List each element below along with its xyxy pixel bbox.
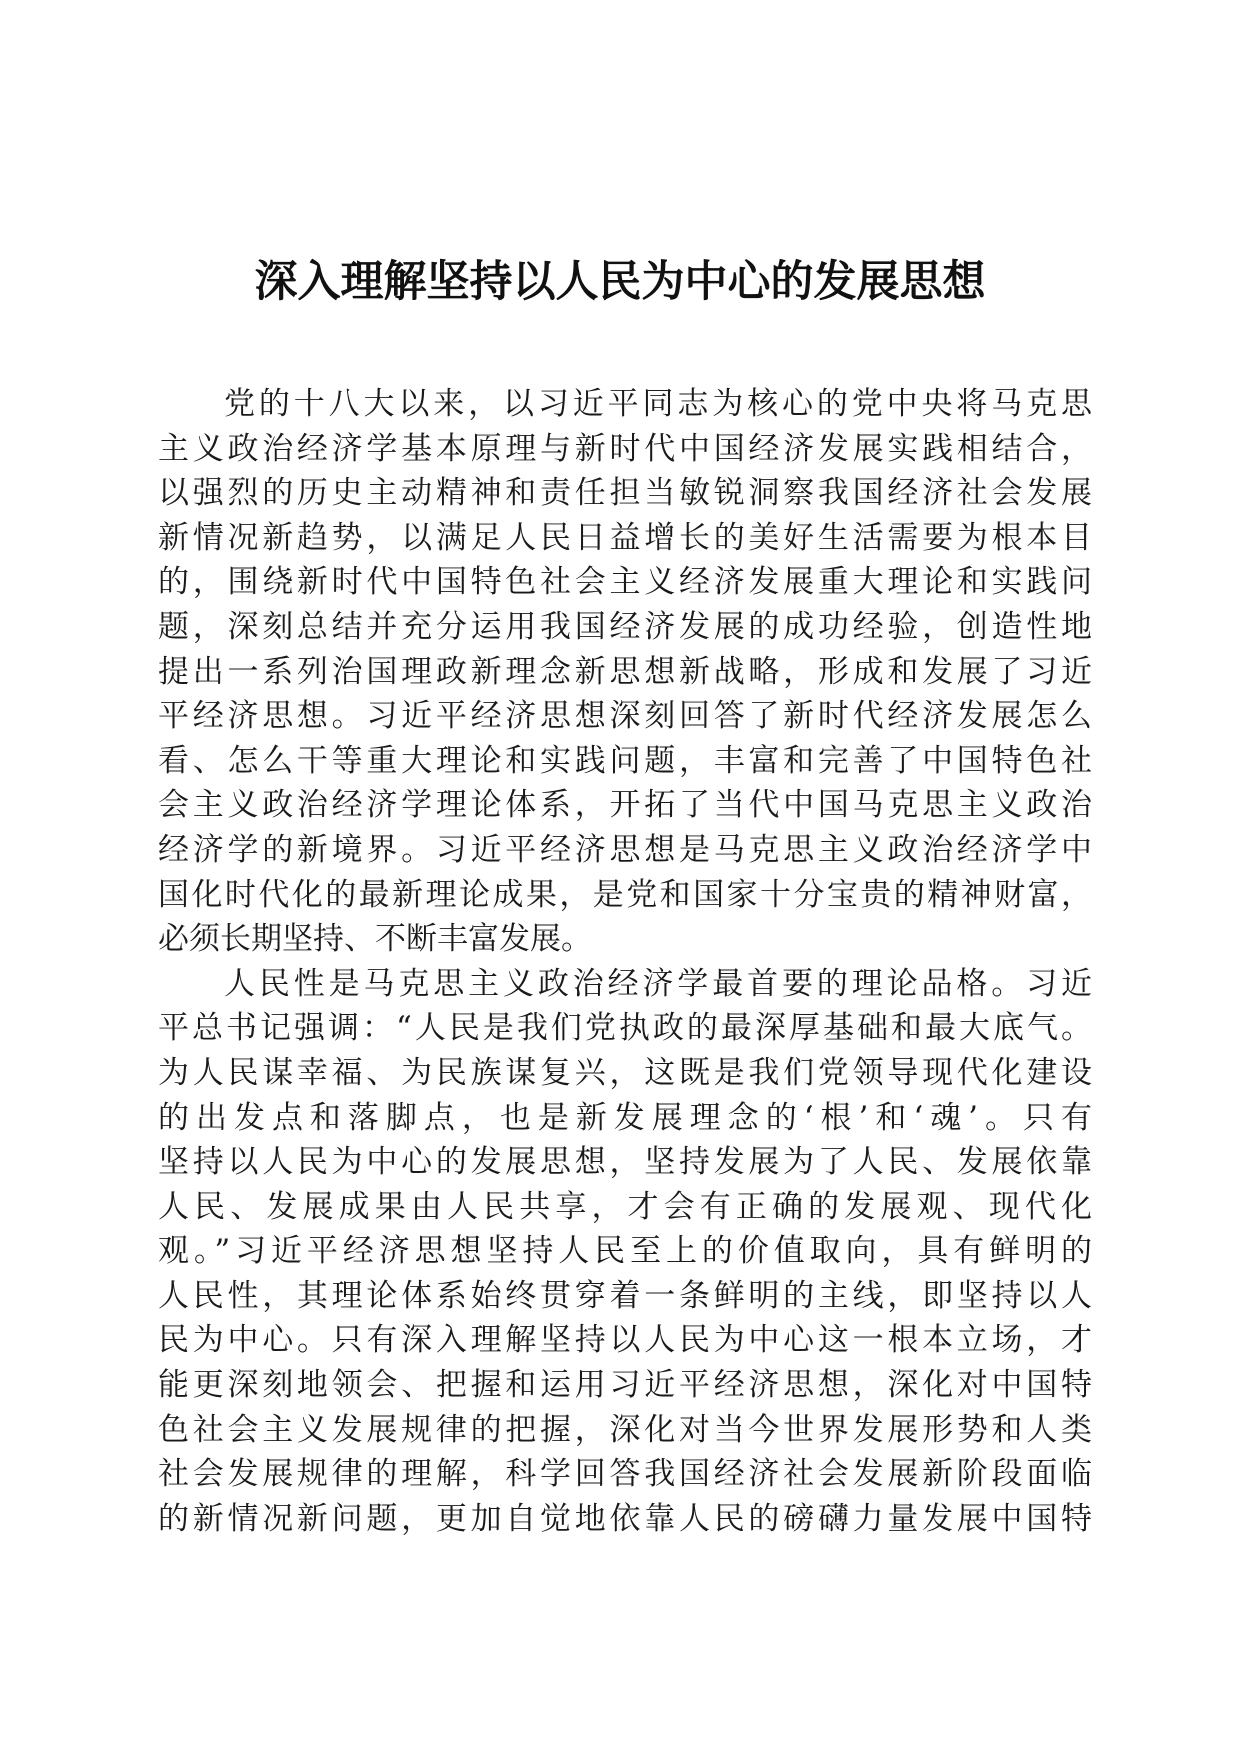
paragraph-2-line: 色社会主义发展规律的把握，深化对当今世界发展形势和人类 [158,1411,1092,1448]
paragraph-2-line: 观。”习近平经济思想坚持人民至上的价值取向，具有鲜明的 [158,1233,1092,1270]
paragraph-2-line: 能更深刻地领会、把握和运用习近平经济思想，深化对中国特 [158,1367,1092,1404]
document-body [158,382,1092,1541]
paragraph-2-line: 人民、发展成果由人民共享，才会有正确的发展观、现代化 [158,1188,1092,1225]
paragraph-2-line: 的出发点和落脚点，也是新发展理念的‘根’和‘魂’。只有 [158,1099,1092,1136]
paragraph-1-line: 平经济思想。习近平经济思想深刻回答了新时代经济发展怎么 [158,698,1092,735]
paragraph-1-line: 国化时代化的最新理论成果，是党和国家十分宝贵的精神财富， [158,876,1092,913]
paragraph-1-line: 新情况新趋势，以满足人民日益增长的美好生活需要为根本目 [158,519,1092,556]
paragraph-1-line: 题，深刻总结并充分运用我国经济发展的成功经验，创造性地 [158,608,1092,645]
paragraph-1-line: 以强烈的历史主动精神和责任担当敏锐洞察我国经济社会发展 [158,475,1092,512]
paragraph-2-line: 社会发展规律的理解，科学回答我国经济社会发展新阶段面临 [158,1456,1092,1493]
paragraph-1-line: 经济学的新境界。习近平经济思想是马克思主义政治经济学中 [158,831,1092,868]
paragraph-2-line: 坚持以人民为中心的发展思想，坚持发展为了人民、发展依靠 [158,1144,1092,1181]
paragraph-2-line: 平总书记强调：“人民是我们党执政的最深厚基础和最大底气。 [158,1010,1092,1047]
paragraph-1-line: 的，围绕新时代中国特色社会主义经济发展重大理论和实践问 [158,564,1092,601]
paragraph-2-line: 为人民谋幸福、为民族谋复兴，这既是我们党领导现代化建设 [158,1054,1092,1091]
paragraph-1-line: 必须长期坚持、不断丰富发展。 [158,921,592,958]
paragraph-2-line: 民为中心。只有深入理解坚持以人民为中心这一根本立场，才 [158,1322,1092,1359]
paragraph-1-line: 党的十八大以来，以习近平同志为核心的党中央将马克思 [224,386,1092,422]
paragraph-1-line: 主义政治经济学基本原理与新时代中国经济发展实践相结合， [158,430,1092,467]
paragraph-2-line: 的新情况新问题，更加自觉地依靠人民的磅礴力量发展中国特 [158,1500,1092,1537]
paragraph-1-line: 提出一系列治国理政新理念新思想新战略，形成和发展了习近 [158,653,1092,690]
paragraph-2-line: 人民性，其理论体系始终贯穿着一条鲜明的主线，即坚持以人 [158,1277,1092,1314]
paragraph-2-line: 人民性是马克思主义政治经济学最首要的理论品格。习近 [224,965,1092,1002]
paragraph-1-line: 看、怎么干等重大理论和实践问题，丰富和完善了中国特色社 [158,742,1092,779]
document-title: 深入理解坚持以人民为中心的发展思想 [254,257,986,307]
paragraph-1-line: 会主义政治经济学理论体系，开拓了当代中国马克思主义政治 [158,787,1092,824]
